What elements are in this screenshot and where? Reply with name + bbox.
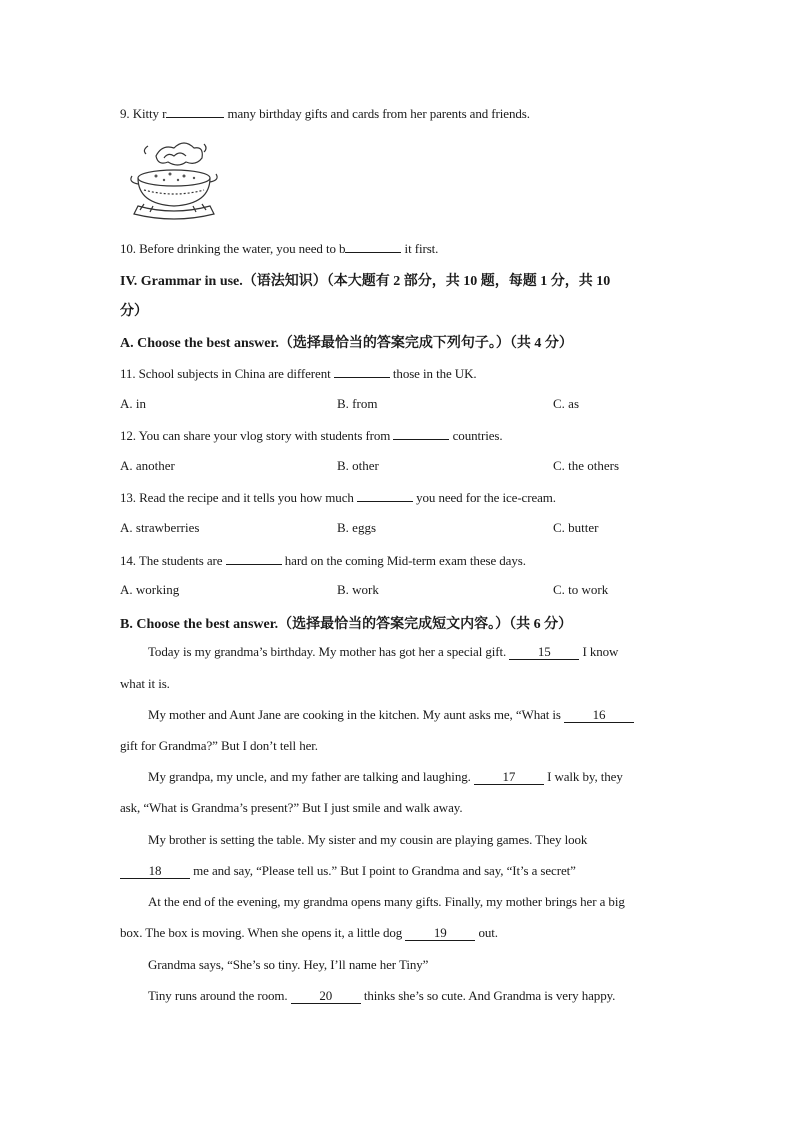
q11-suffix: those in the UK. [389, 366, 477, 381]
passage-line [120, 863, 576, 879]
q9-suffix: many birthday gifts and cards from her parents and friends. [224, 106, 530, 121]
passage-text: Today is my grandma’s birthday. My mother has got her a special gift. [148, 644, 510, 659]
part-a-title: A. Choose the best answer.（选择最恰当的答案完成下列句子。）（共 4 分） [120, 336, 573, 351]
passage-text: out. [475, 925, 498, 940]
q14-prefix: 14. The students are [120, 553, 226, 568]
section-4-title-cont: 分） [120, 304, 148, 319]
option-b[interactable]: B. work [337, 582, 379, 597]
question-9 [120, 104, 530, 122]
passage-line [148, 988, 615, 1004]
option-b[interactable]: B. other [337, 458, 379, 473]
passage-line [148, 707, 634, 723]
passage-text: Tiny runs around the room. [148, 988, 291, 1003]
option-c[interactable]: C. to work [553, 582, 609, 597]
passage-text: I know [579, 644, 619, 659]
question-13 [120, 488, 556, 506]
answer-blank[interactable] [226, 551, 282, 565]
q11-prefix: 11. School subjects in China are different [120, 366, 334, 381]
passage-text: My grandpa, my uncle, and my father are talking and laughing. [148, 769, 474, 784]
answer-blank[interactable] [393, 426, 449, 440]
passage-line: Grandma says, “She’s so tiny. Hey, I’ll name her Tiny” [148, 957, 429, 972]
blank-20[interactable]: 20 [291, 989, 361, 1004]
q12-suffix: countries. [449, 428, 503, 443]
blank-18[interactable]: 18 [120, 864, 190, 879]
q10-suffix: it first. [401, 241, 439, 256]
section-4-title: IV. Grammar in use.（语法知识）（本大题有 2 部分，共 10 题，每题 1 分，共 10 [120, 274, 611, 289]
passage-line: what it is. [120, 676, 170, 691]
option-b[interactable]: B. from [337, 396, 378, 411]
passage-text: box. The box is moving. When she opens it, a little dog [120, 925, 406, 940]
passage-line [148, 644, 618, 660]
blank-15[interactable]: 15 [509, 645, 579, 660]
option-b[interactable]: B. eggs [337, 520, 376, 535]
option-c[interactable]: C. the others [553, 458, 620, 473]
q10-prefix: 10. Before drinking the water, you need to b [120, 241, 346, 256]
q14-suffix: hard on the coming Mid-term exam these days. [281, 553, 526, 568]
boiling-pot-icon [126, 136, 222, 220]
passage-line: ask, “What is Grandma’s present?” But I just smile and walk away. [120, 800, 463, 815]
blank-19[interactable]: 19 [405, 926, 475, 941]
option-c[interactable]: C. as [553, 396, 579, 411]
q12-prefix: 12. You can share your vlog story with students from [120, 428, 394, 443]
blank-16[interactable]: 16 [564, 708, 634, 723]
passage-line [148, 769, 623, 785]
passage-line: My brother is setting the table. My sister and my cousin are playing games. They look [148, 832, 588, 847]
passage-line [120, 925, 498, 941]
q13-prefix: 13. Read the recipe and it tells you how much [120, 490, 357, 505]
passage-text: me and say, “Please tell us.” But I point to Grandma and say, “It’s a secret” [190, 863, 576, 878]
passage-line: At the end of the evening, my grandma opens many gifts. Finally, my mother brings her a big [148, 894, 625, 909]
q13-suffix: you need for the ice-cream. [412, 490, 556, 505]
question-12 [120, 426, 503, 444]
passage-text: I walk by, they [543, 769, 623, 784]
passage-line: gift for Grandma?” But I don’t tell her. [120, 738, 318, 753]
option-c[interactable]: C. butter [553, 520, 599, 535]
blank-17[interactable]: 17 [474, 770, 544, 785]
passage-text: My mother and Aunt Jane are cooking in the kitchen. My aunt asks me, “What is [148, 707, 565, 722]
part-b-title: B. Choose the best answer.（选择最恰当的答案完成短文内容。）（共 6 分） [120, 617, 573, 632]
q9-prefix: 9. Kitty r [120, 106, 167, 121]
option-a[interactable]: A. in [120, 396, 146, 411]
question-10 [120, 239, 438, 257]
option-a[interactable]: A. strawberries [120, 520, 200, 535]
option-a[interactable]: A. another [120, 458, 175, 473]
answer-blank[interactable] [166, 104, 224, 118]
passage-text: thinks she’s so cute. And Grandma is very happy. [360, 988, 616, 1003]
answer-blank[interactable] [334, 364, 390, 378]
answer-blank[interactable] [357, 488, 413, 502]
option-a[interactable]: A. working [120, 582, 180, 597]
question-14 [120, 551, 526, 569]
question-11 [120, 364, 477, 382]
answer-blank[interactable] [345, 239, 401, 253]
